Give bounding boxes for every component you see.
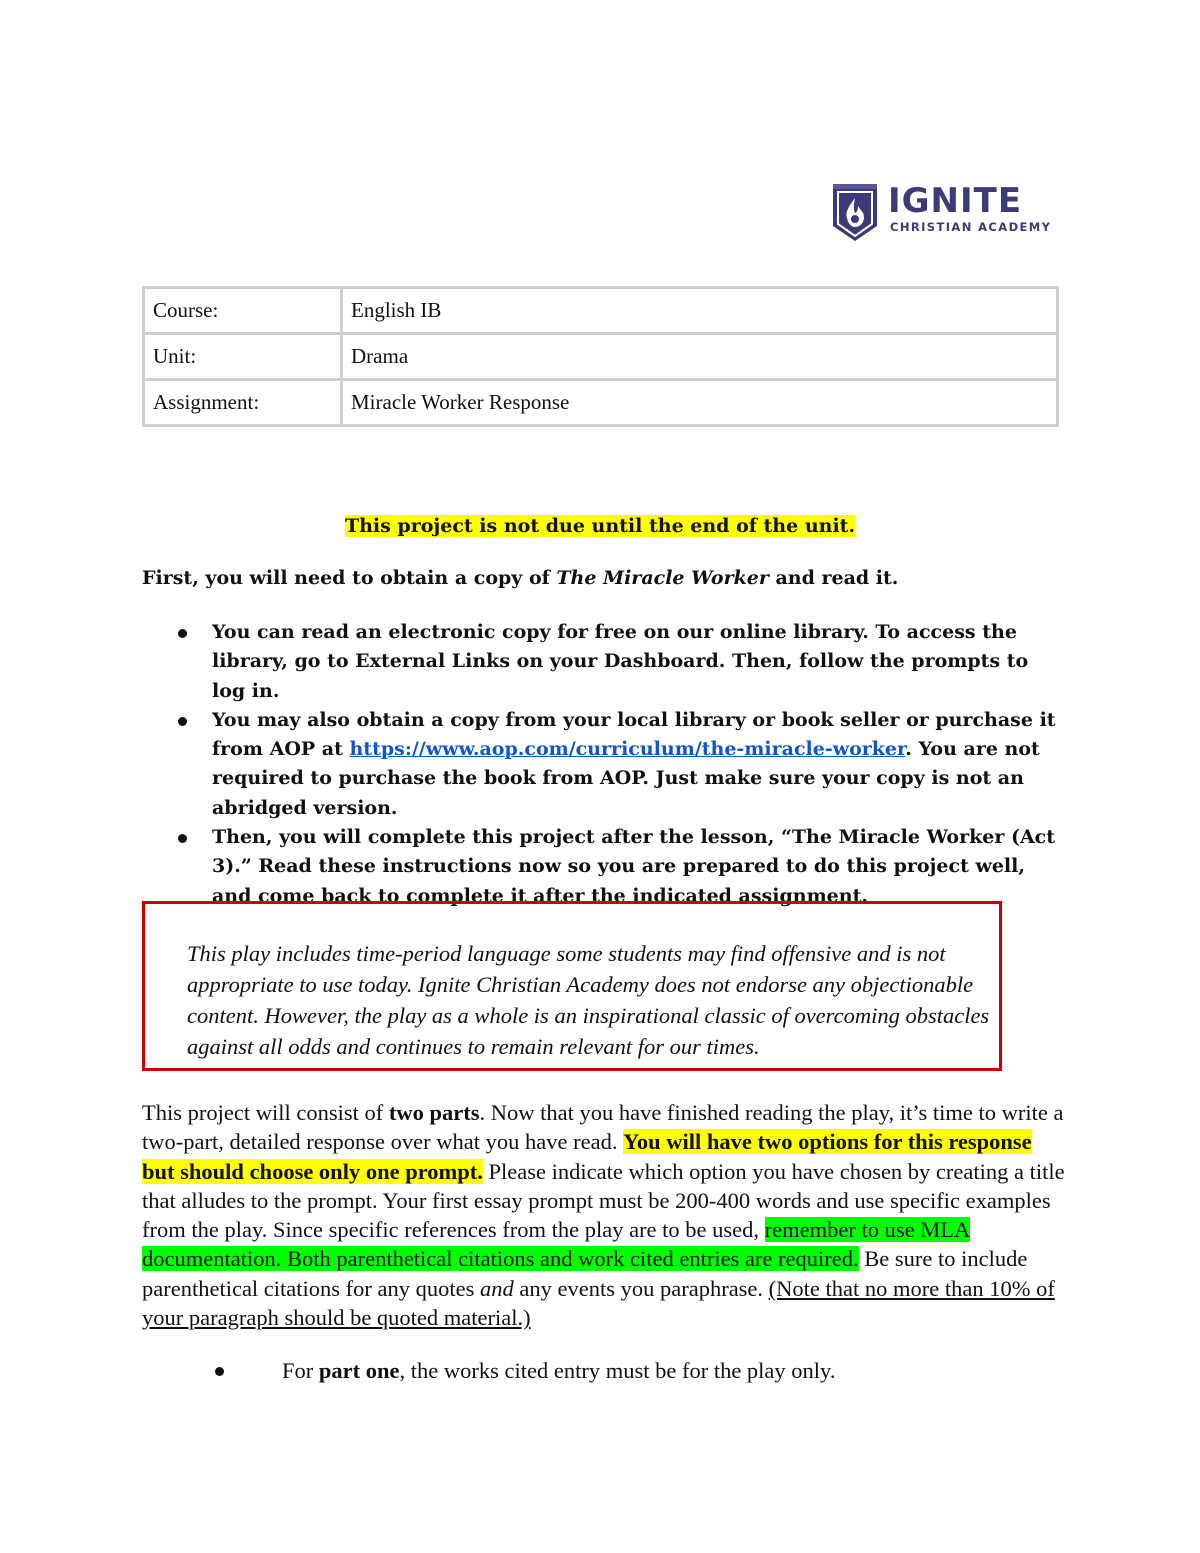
table-row <box>144 380 1058 426</box>
project-text-2: . Now that you have finished reading the play, it’s time to write a two-part, detailed response over what you have read. <box>142 1100 1064 1155</box>
ignite-logo <box>830 180 1060 246</box>
bullet-icon <box>178 629 187 638</box>
intro-before: First, you will need to obtain a copy of <box>142 567 557 589</box>
bullet-icon <box>178 717 187 726</box>
list-item <box>142 1356 1062 1385</box>
intro-line <box>142 564 1062 592</box>
bullet-icon <box>215 1367 224 1376</box>
due-notice <box>0 512 1200 540</box>
bullet-text-online-library: You can read an electronic copy for free on our online library. To access the library, go to External Links on your Dashboard. Then, follow the prompts to log in. <box>212 621 1029 702</box>
content-warning-text: This play includes time-period language some students may find offensive and is not appropriate to use today. Ignite Christian Academy does not endorse any objectionable content. However, the play as a whole is an inspirational classic of overcoming obstacles against all odds and continues to remain relevant for our times. <box>187 941 990 1059</box>
project-text-4: Be sure to include parenthetical citations for any quotes <box>142 1246 1028 1301</box>
bullet-icon <box>178 834 187 843</box>
assignment-value: Miracle Worker Response <box>342 380 1058 426</box>
project-description <box>142 1098 1067 1332</box>
unit-value: Drama <box>342 334 1058 380</box>
project-highlight-options: You will have two options for this response but should choose only one prompt. <box>142 1129 1032 1184</box>
project-underlined-note: (Note that no more than 10% of your paragraph should be quoted material.) <box>142 1275 1055 1331</box>
due-notice-text: This project is not due until the end of the unit. <box>344 515 856 537</box>
bullet-text-aop-after: . You are not required to purchase the book from AOP. Just make sure your copy is not an abridged version. <box>212 738 1040 819</box>
logo-wordmark: IGNITE <box>888 181 1023 221</box>
flame-shield-icon <box>830 180 880 244</box>
course-info-table <box>142 286 1059 427</box>
list-item <box>142 706 1062 823</box>
aop-link[interactable]: https://www.aop.com/curriculum/the-miracle-worker <box>349 738 906 761</box>
table-row <box>144 288 1058 334</box>
unit-label: Unit: <box>144 334 342 380</box>
assignment-label: Assignment: <box>144 380 342 426</box>
bullet-text-aop-before: You may also obtain a copy from your local library or book seller or purchase it from AOP at <box>212 708 1056 761</box>
project-text-5: any events you paraphrase. <box>513 1275 769 1301</box>
project-italic-and: and <box>480 1275 514 1301</box>
parts-list <box>142 1356 1062 1385</box>
content-warning-box <box>142 901 1002 1071</box>
part-one-after: , the works cited entry must be for the play only. <box>399 1358 836 1383</box>
project-text-3: Please indicate which option you have chosen by creating a title that alludes to the prompt. Your first essay prompt must be 200-400 words and use specific examples from the play. Since specific references from the play are to be used, <box>142 1158 1065 1243</box>
play-title: The Miracle Worker <box>556 567 769 589</box>
project-text-1: This project will consist of <box>142 1100 389 1125</box>
project-bold-two-parts: two parts <box>388 1100 480 1125</box>
instruction-list <box>142 618 1062 911</box>
course-value: English IB <box>342 288 1058 334</box>
project-highlight-mla: remember to use MLA documentation. Both parenthetical citations and work cited entries are required. <box>142 1217 971 1272</box>
intro-after: and read it. <box>768 567 899 589</box>
logo-subtitle: CHRISTIAN ACADEMY <box>890 220 1052 234</box>
part-one-before: For <box>282 1358 319 1383</box>
list-item <box>142 618 1062 706</box>
list-item <box>142 823 1062 911</box>
part-one-bold: part one <box>318 1358 400 1383</box>
table-row <box>144 334 1058 380</box>
bullet-text-timing: Then, you will complete this project after the lesson, “The Miracle Worker (Act 3).” Read these instructions now so you are prepared to do this project well, and come back to complete it after the indicated assignment. <box>212 826 1056 907</box>
course-label: Course: <box>144 288 342 334</box>
